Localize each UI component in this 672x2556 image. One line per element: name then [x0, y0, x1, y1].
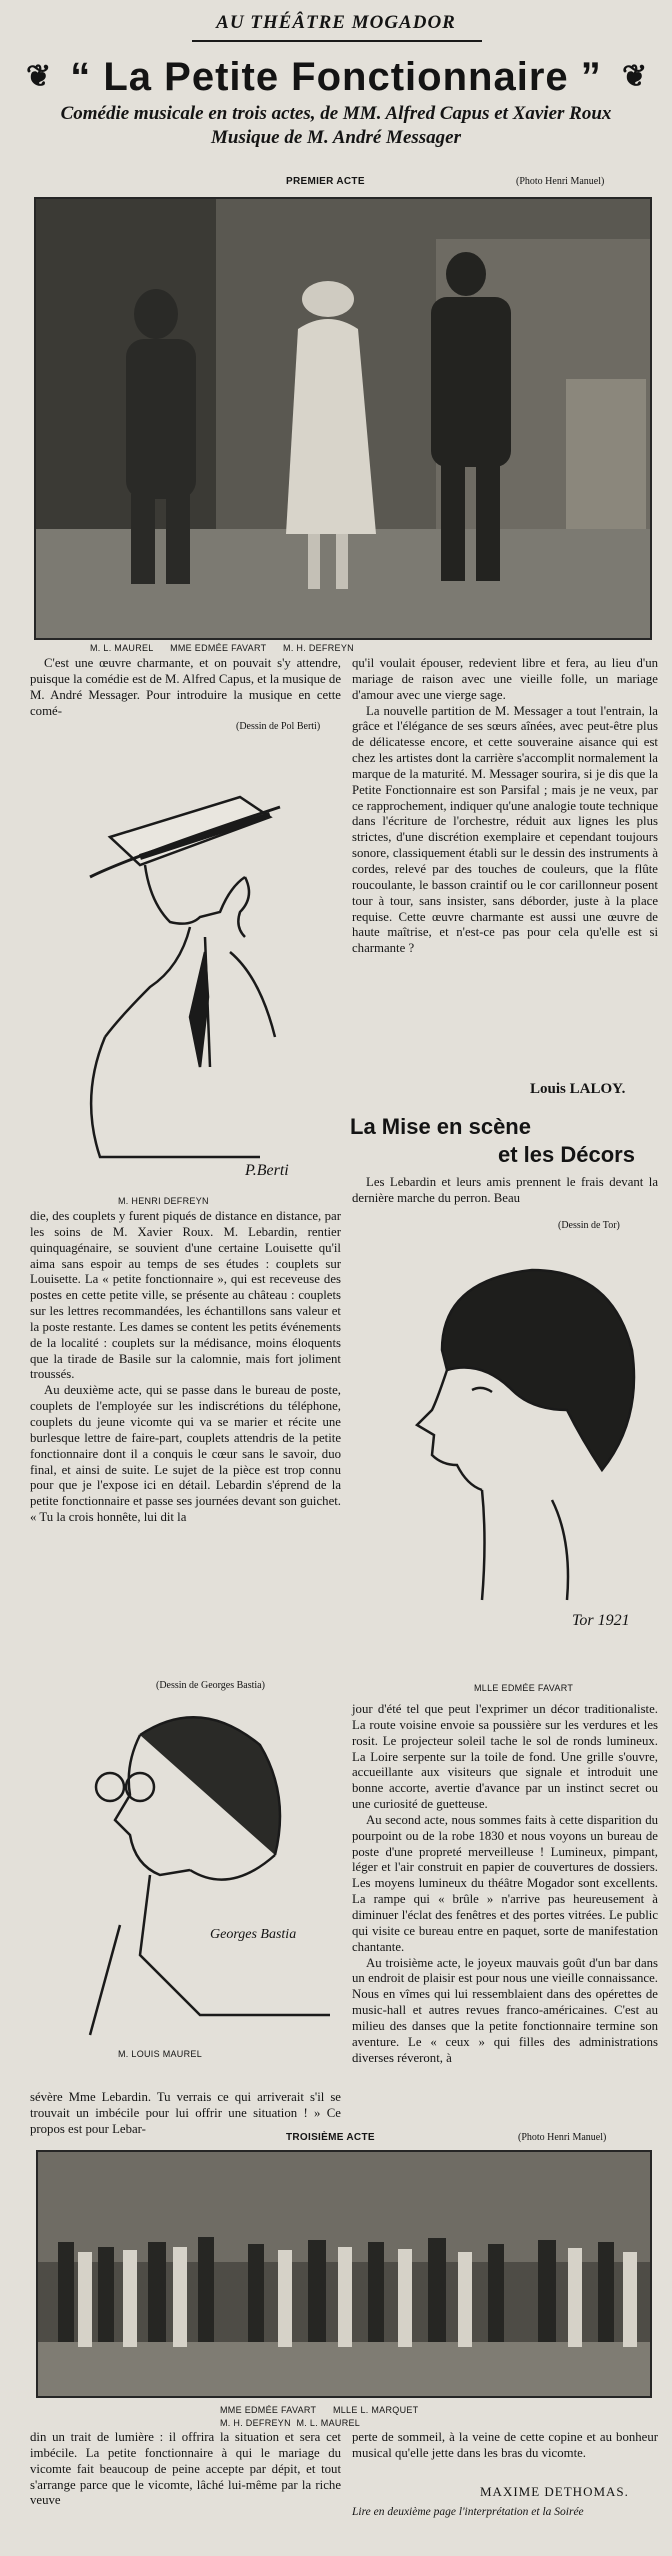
defreyn-caption: M. HENRI DEFREYN	[118, 1196, 209, 1206]
act1-caption: M. L. MAUREL MME EDMÉE FAVART M. H. DEFREYN	[90, 643, 354, 653]
favart-sketch	[352, 1240, 658, 1670]
masthead-rule	[192, 40, 482, 42]
paragraph: Au troisième acte, le joyeux mauvais goût d'un bar dans un endroit de plaisir est pour nous une vieille connaissance. Nous en vîmes qui lui ressemblaient dans des opérettes de music-hall et autres revues franco-américaines. C'est au milieu des danses que la petite fonctionnaire termine son aventure. Le « ceux » qui filles des administrations diverses réveront, à	[352, 1955, 658, 2065]
favart-signature: Tor 1921	[572, 1612, 630, 1629]
right-column-review	[352, 656, 658, 957]
act1-label: PREMIER ACTE	[286, 176, 365, 187]
act3-caption-1: MME EDMÉE FAVART MLLE L. MARQUET	[220, 2405, 419, 2415]
left-column-body	[30, 1209, 341, 1526]
paragraph: jour d'été tel que peut l'exprimer un décor traditionaliste. La route voisine envoie sa poussière sur les verdures et les rosit. Le projecteur soleil tache le sol de ronds lumineux. La Loire serpente sur la toile de fond. Une grille s'ouvre, accueillante aux visiteurs que signale et introduit une bonne accorte, avertie d'avance par un instinct secret ou une curiosité de guetteuse.	[352, 1702, 658, 1812]
defreyn-credit: (Dessin de Pol Berti)	[236, 721, 321, 732]
favart-credit: (Dessin de Tor)	[558, 1220, 620, 1231]
bottom-left-text	[30, 2430, 341, 2509]
paragraph: Au second acte, nous sommes faits à cette disparition du pourpoint ou de la robe 1830 et nous voyons un bureau de poste d'une propreté merveilleuse ! Lumineux, pimpant, léger et l'air construit en papier de couvertures de dossiers. Les moyens lumineux du théâtre Mogador sont excellents. La rampe qui « brûle » n'arrive pas heureusement à diminuer l'éclat des fenêtres et des portes vitrées. Le public qui visite ce bureau entre en paquet, sorte de manifestation chantante.	[352, 1812, 658, 1954]
subtitle-authors: Comédie musicale en trois actes, de MM. Alfred Capus et Xavier Roux	[60, 103, 612, 124]
paragraph: Au deuxième acte, qui se passe dans le bureau de poste, couplets de l'employée sur les indiscrétions du téléphone, couplets du jeune vicomte qui va se marier et récite une burlesque lettre de faire-part, couplets attendris de la petite fonctionnaire dont il a conquis le cœur sans le savoir, duo final, et ainsi de suite. Le sujet de la pièce est trop connu pour que je l'expose ici en détail. Lebardin s'éprend de la petite fonctionnaire et passe ses journées devant son guichet. « Tu la crois honnête, lui dit la	[30, 1383, 341, 1525]
left-ornament-icon: ❦	[26, 60, 52, 93]
act3-caption-2: M. H. DEFREYN M. L. MAUREL	[220, 2418, 361, 2428]
maurel-drawing	[30, 1695, 340, 2045]
venue-heading: AU THÉÂTRE MOGADOR	[216, 12, 456, 33]
right-ornament-icon: ❦	[622, 60, 648, 93]
footer-note: Lire en deuxième page l'interprétation et la Soirée	[352, 2506, 584, 2518]
author-dethomas: MAXIME DETHOMAS.	[480, 2484, 629, 2499]
defreyn-sketch	[30, 737, 340, 1197]
favart-drawing	[352, 1240, 658, 1670]
favart-caption: MLLE EDMÉE FAVART	[474, 1683, 574, 1693]
section-title-2: et les Décors	[498, 1142, 635, 1167]
defreyn-drawing	[30, 737, 340, 1197]
paragraph: din un trait de lumière : il offrira la situation et sera cet imbécile. La petite fonctionnaire à qui le mariage du vicomte fait beaucoup de peine accepte par dépit, et tout s'arrange parce que le vicomte, lâché lui-même par la riche veuve	[30, 2430, 341, 2508]
left-column-intro	[30, 656, 341, 719]
right-column-decor	[352, 1702, 658, 2066]
maurel-credit: (Dessin de Georges Bastia)	[156, 1680, 265, 1691]
paragraph: La nouvelle partition de M. Messager a tout l'entrain, la grâce et l'élégance de ses sœurs aînées, avec peut-être plus de délicatesse encore, et cette souveraine aisance qui est chez les artistes dont la carrière s'accomplit normalement la marque de la maturité. M. Messager sourira, si je dis que la Petite Fonctionnaire est son Parsifal ; mais je ne veux, par ce rapprochement, indiquer qu'une analogie toute technique dans l'écriture de l'orchestre, réduit aux lignes les plus strictes, d'une discrétion exemplaire et cependant toujours sonore, classiquement établi sur le dessin des instruments à cordes, relevé par des touches de couleurs, que la flûte roucoulante, le basson craintif ou le cor carillonneur posent tour à tour, sans insister, sans déborder, juste à la place requise. Cette œuvre charmante est aussi une œuvre de haute maîtrise, et n'est-ce pas pour cela qu'elle est si charmante ?	[352, 703, 658, 956]
subtitle-music: Musique de M. André Messager	[210, 127, 461, 148]
paragraph: perte de sommeil, à la veine de cette copine et au bonheur musical qu'elle jette dans les bras du vicomte.	[352, 2430, 658, 2460]
mise-text	[352, 1175, 658, 1207]
maurel-signature: Georges Bastia	[210, 1927, 297, 1942]
author-laloy: Louis LALOY.	[530, 1081, 626, 1097]
left-column-tail	[30, 2090, 341, 2138]
act3-photo	[36, 2150, 652, 2398]
page-title: “ La Petite Fonctionnaire ”	[70, 55, 602, 99]
maurel-caption: M. LOUIS MAUREL	[118, 2049, 203, 2059]
act3-credit: (Photo Henri Manuel)	[518, 2132, 607, 2143]
act3-label: TROISIÈME ACTE	[286, 2132, 375, 2143]
defreyn-signature: P.Berti	[245, 1162, 289, 1179]
paragraph: Les Lebardin et leurs amis prennent le frais devant la dernière marche du perron. Beau	[352, 1175, 658, 1205]
act1-photo	[34, 197, 652, 640]
maurel-sketch	[30, 1695, 340, 2045]
paragraph: sévère Mme Lebardin. Tu verrais ce qui arriverait s'il se trouvait un imbécile pour lui offrir une situation ! » Ce propos est pour Lebar-	[30, 2090, 341, 2136]
paragraph: die, des couplets y furent piqués de distance en distance, par les soins de M. Xavier Roux. M. Lebardin, rentier quinquagénaire, se souvient d'une certaine Louisette qu'il aima sans espoir au temps de ses études : couplets sur Louisette. La « petite fonctionnaire », qui est receveuse des postes en cette petite ville, se présente au château : couplets sur les lettres recommandées, les échantillons sans valeur et la poste restante. Les dames se content les petits événements de la localité : couplets sur la médisance, moins éloquents que la tirade de Basile sur la calomnie, mais fort joliment troussés.	[30, 1209, 341, 1382]
act3-photo-image	[38, 2152, 652, 2398]
paragraph: C'est une œuvre charmante, et on pouvait s'y attendre, puisque la comédie est de M. Alfred Capus, et la musique de M. André Messager. Pour introduire la musique en cette comé-	[30, 656, 341, 718]
bottom-right-text	[352, 2430, 658, 2462]
paragraph: qu'il voulait épouser, redevient libre et fera, au lieu d'un mariage de raison avec une vieille folle, un mariage d'amour avec une vierge sage.	[352, 656, 658, 702]
section-title-1: La Mise en scène	[350, 1114, 531, 1139]
act1-photo-image	[36, 199, 652, 640]
act1-credit: (Photo Henri Manuel)	[516, 176, 605, 187]
